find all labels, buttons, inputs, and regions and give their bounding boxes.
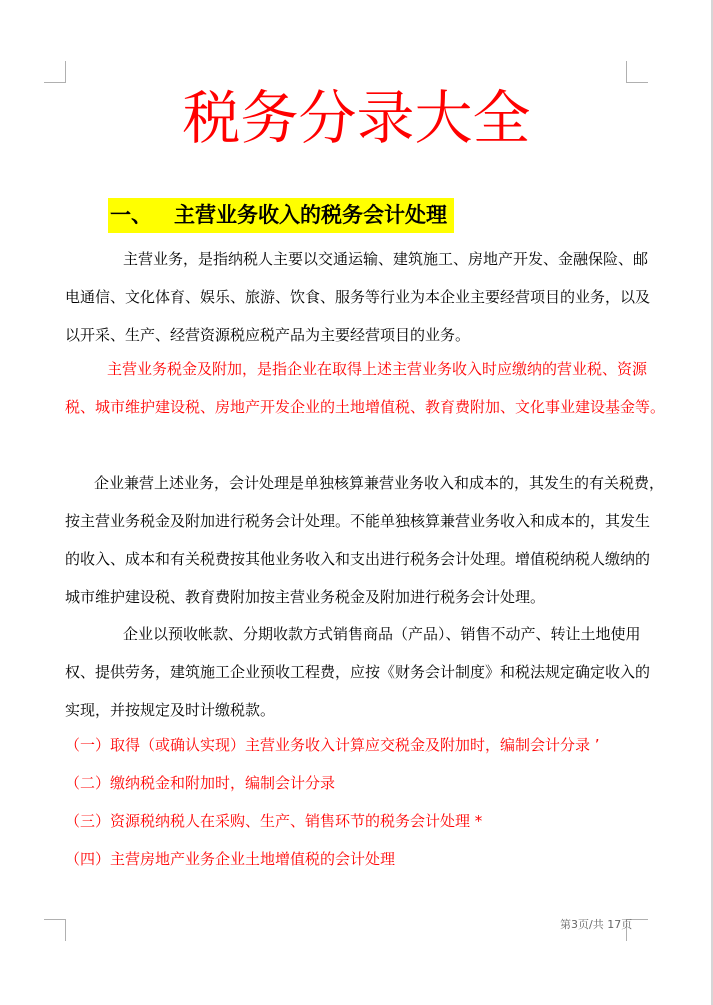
section-heading-highlight [108, 198, 454, 233]
paragraph-line: 税、城市维护建设税、房地产开发企业的土地增值税、教育费附加、文化事业建设基金等。 [65, 398, 666, 416]
paragraph-line: 城市维护建设税、教育费附加按主营业务税金及附加进行税务会计处理。 [65, 588, 546, 606]
paragraph-line: 按主营业务税金及附加进行税务会计处理。不能单独核算兼营业务收入和成本的，其发生 [65, 512, 651, 530]
document-title: 税务分录大全 [182, 84, 531, 152]
paragraph-line: 以开采、生产、经营资源税应税产品为主要经营项目的业务。 [65, 326, 471, 344]
page-indicator: 第3页/共 17页 [560, 918, 633, 931]
paragraph-line: 的收入、成本和有关税费按其他业务收入和支出进行税务会计处理。增值税纳税人缴纳的 [65, 550, 651, 568]
top-left-margin-mark [44, 61, 66, 83]
sub-item-4: （四）主营房地产业务企业土地增值税的会计处理 [65, 850, 396, 868]
paragraph-line: 电通信、文化体育、娱乐、旅游、饮食、服务等行业为本企业主要经营项目的业务，以及 [65, 288, 651, 306]
paragraph-line: 实现，并按规定及时计缴税款。 [65, 701, 276, 719]
top-right-margin-mark [626, 61, 648, 83]
sub-item-3: （三）资源税纳税人在采购、生产、销售环节的税务会计处理 * [65, 812, 483, 830]
paragraph-line: 企业兼营上述业务，会计处理是单独核算兼营业务收入和成本的，其发生的有关税费， [94, 474, 665, 492]
paragraph-line: 主营业务税金及附加，是指企业在取得上述主营业务收入时应缴纳的营业税、资源 [107, 360, 648, 378]
bottom-left-margin-mark [44, 919, 66, 941]
sub-item-2: （二）缴纳税金和附加时，编制会计分录 [65, 774, 336, 792]
paragraph-line: 企业以预收帐款、分期收款方式销售商品（产品）、销售不动产、转让土地使用 [123, 625, 641, 643]
paragraph-line: 权、提供劳务，建筑施工企业预收工程费，应按《财务会计制度》和税法规定确定收入的 [65, 663, 651, 681]
section-number: 一、 [110, 203, 152, 227]
section-heading [108, 198, 447, 233]
sub-item-1: （一）取得（或确认实现）主营业务收入计算应交税金及附加时，编制会计分录 ’ [65, 736, 600, 754]
section-heading-text: 主营业务收入的税务会计处理 [174, 203, 447, 227]
paragraph-line: 主营业务，是指纳税人主要以交通运输、建筑施工、房地产开发、金融保险、邮 [123, 250, 649, 268]
